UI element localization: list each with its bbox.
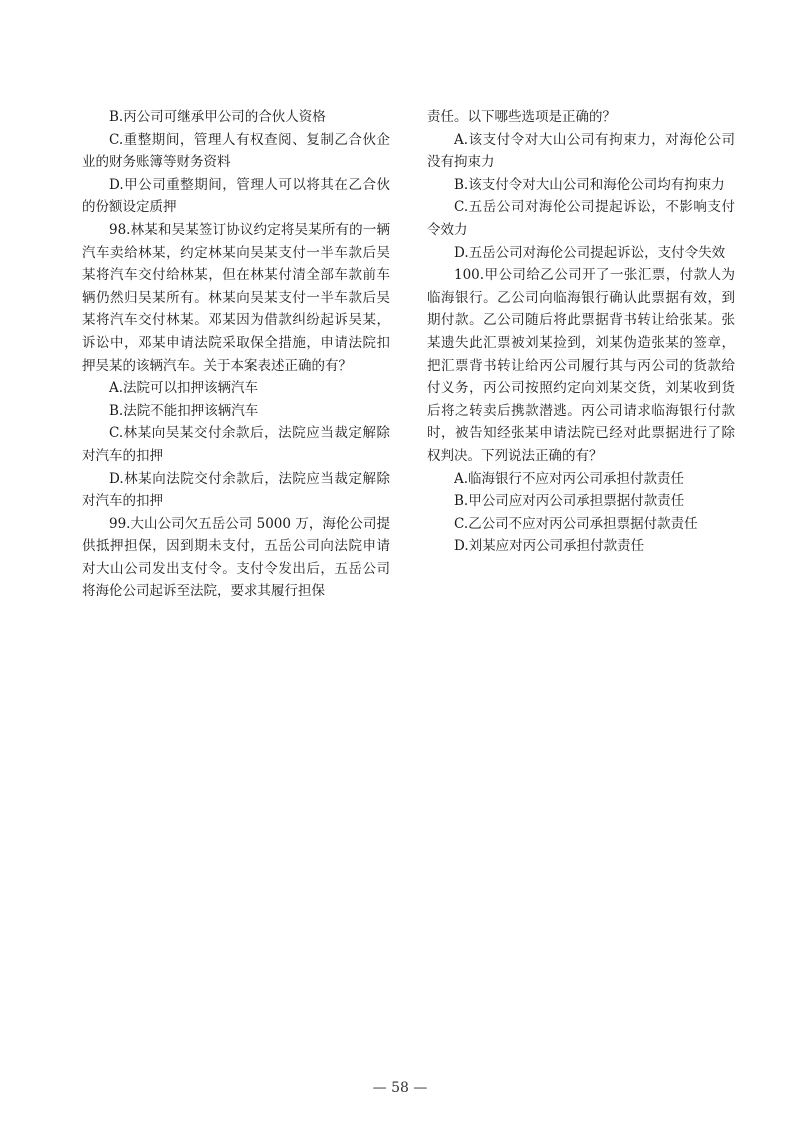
paragraph: D.刘某应对丙公司承担付款责任 xyxy=(454,538,645,555)
paragraph: A.临海银行不应对丙公司承担付款责任 xyxy=(454,470,685,487)
question-100: 100.甲公司给乙公司开了一张汇票，付款人为临海银行。乙公司向临海银行确认此票据有效，到期付款。乙公司随后将此票据背书转让给张某。张某遗失此汇票被刘某捡到，刘某伪造张某的签章，把汇票背书转让给丙公司履行其与丙公司的货款给付义务，丙公司按照约定向刘某交货，刘某收到货后将之转卖后携款潜逃。丙公司请求临海银行付款时，被告知经张某申请法院已经对此票据进行了除权判决。下列说法正确的有？ xyxy=(427,267,735,464)
paragraph: D.五岳公司对海伦公司提起诉讼，支付令失效 xyxy=(454,244,726,261)
paragraph: A.该支付令对大山公司有拘束力，对海伦公司没有拘束力 xyxy=(427,131,735,171)
right-column xyxy=(427,106,735,558)
paragraph: C.乙公司不应对丙公司承担票据付款责任 xyxy=(454,515,698,532)
paragraph: D.林某向法院交付余款后，法院应当裁定解除对汽车的扣押 xyxy=(82,470,390,510)
paragraph: 责任。以下哪些选项是正确的？ xyxy=(427,109,616,125)
question-98: 98.林某和吴某签订协议约定将吴某所有的一辆汽车卖给林某，约定林某向吴某支付一半车款后吴某将汽车交付给林某，但在林某付清全部车款前车辆仍然归吴某所有。林某向吴某支付一半车款后吴某将汽车交付林某。邓某因为借款纠纷起诉吴某，诉讼中，邓某申请法院采取保全措施，申请法院扣押吴某的该辆汽车。关于本案表述正确的有？ xyxy=(82,221,390,374)
paragraph: C.重整期间，管理人有权查阅、复制乙合伙企业的财务账簿等财务资料 xyxy=(82,131,390,171)
paragraph: B.甲公司应对丙公司承担票据付款责任 xyxy=(454,493,685,510)
paragraph: A.法院可以扣押该辆汽车 xyxy=(109,380,259,397)
paragraph: B.法院不能扣押该辆汽车 xyxy=(109,402,259,419)
paragraph: B.该支付令对大山公司和海伦公司均有拘束力 xyxy=(454,176,725,193)
question-99: 99.大山公司欠五岳公司 5000 万，海伦公司提供抵押担保，因到期未支付，五岳公司向法院申请对大山公司发出支付令。支付令发出后，五岳公司将海伦公司起诉至法院，要求其履行担保 xyxy=(82,515,390,600)
left-column xyxy=(82,106,390,603)
paragraph: B.丙公司可继承甲公司的合伙人资格 xyxy=(109,109,326,125)
page-number: — 58 — xyxy=(372,1080,428,1096)
paragraph: D.甲公司重整期间，管理人可以将其在乙合伙的份额设定质押 xyxy=(82,176,390,216)
paragraph: C.五岳公司对海伦公司提起诉讼，不影响支付令效力 xyxy=(427,199,735,238)
paragraph: C.林某向吴某交付余款后，法院应当裁定解除对汽车的扣押 xyxy=(82,425,390,464)
